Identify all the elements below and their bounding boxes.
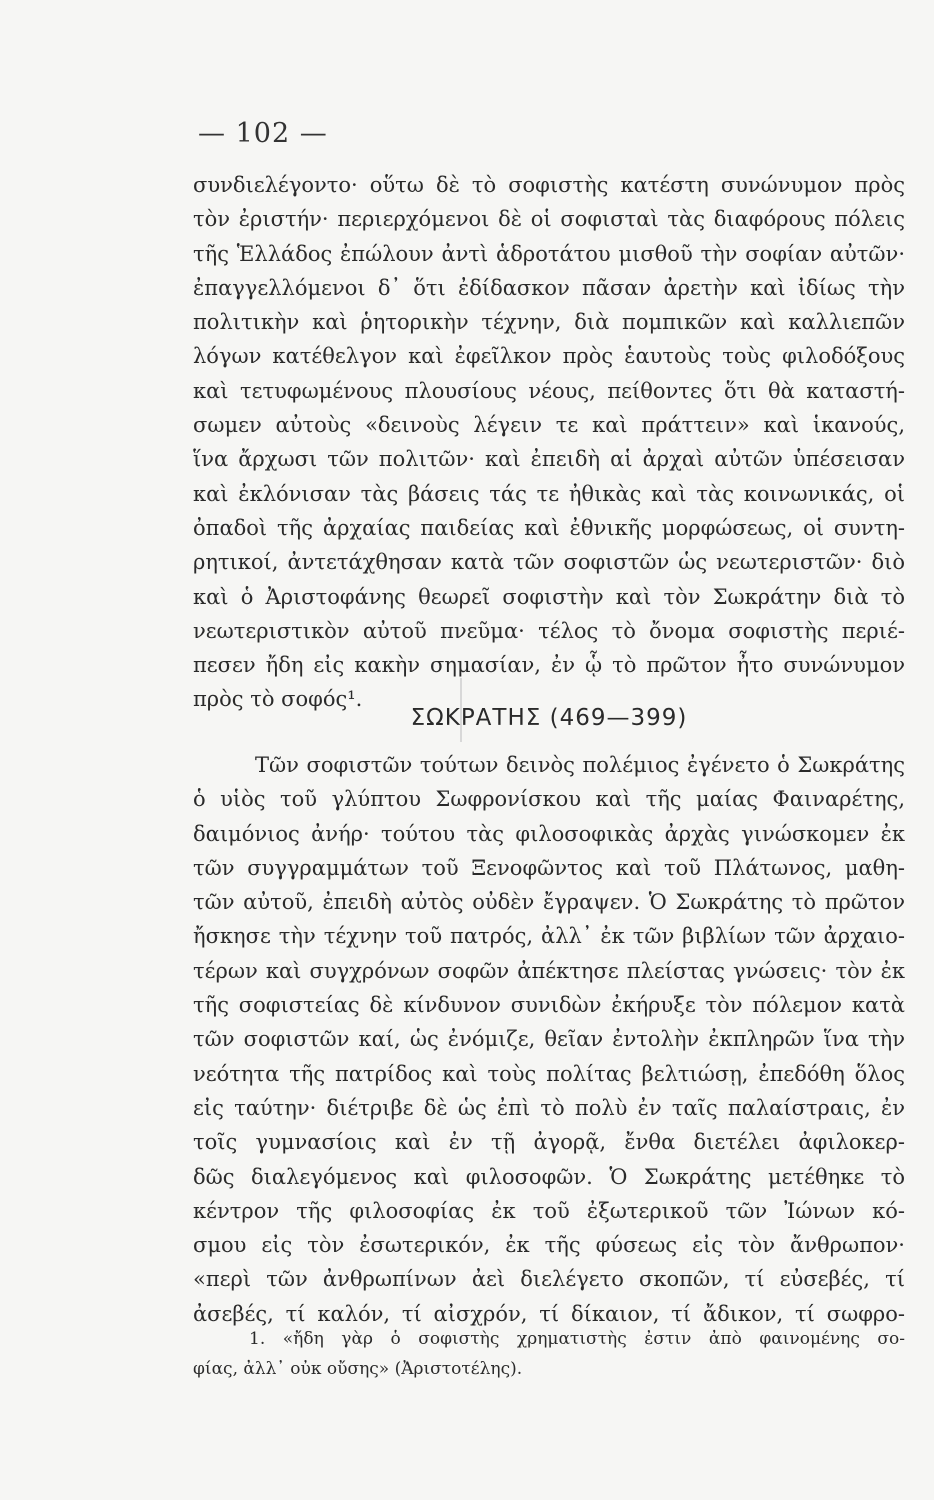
- text-line: τοῖς γυμνασίοις καὶ ἐν τῇ ἀγορᾷ, ἔνθα διετέλει ἀφιλοκερ-: [193, 1130, 905, 1155]
- text-line: καὶ ἐκλόνισαν τὰς βάσεις τάς τε ἠθικὰς καὶ τὰς κοινωνικάς, οἱ: [193, 481, 905, 506]
- text-line: τῆς Ἑλλάδος ἐπώλουν ἀντὶ ἁδροτάτου μισθοῦ τὴν σοφίαν αὐτῶν·: [193, 241, 905, 266]
- text-line: ἤσκησε τὴν τέχνην τοῦ πατρός, ἀλλ᾿ ἐκ τῶν βιβλίων τῶν ἀρχαιο-: [193, 924, 905, 949]
- text-line: σμου εἰς τὸν ἐσωτερικόν, ἐκ τῆς φύσεως εἰς τὸν ἄνθρωπον·: [193, 1233, 905, 1258]
- footnote-line: 1. «ἤδη γὰρ ὁ σοφιστὴς χρηματιστὴς ἐστιν ἀπὸ φαινομένης σο-: [249, 1329, 905, 1349]
- text-line: δῶς διαλεγόμενος καὶ φιλοσοφῶν. Ὁ Σωκράτης μετέθηκε τὸ: [193, 1164, 905, 1189]
- text-line: «περὶ τῶν ἀνθρωπίνων ἀεὶ διελέγετο σκοπῶν, τί εὐσεβές, τί: [193, 1267, 905, 1292]
- footnote-line: φίας, ἀλλ᾿ οὐκ οὔσης» (Ἀριστοτέλης).: [193, 1359, 523, 1379]
- text-line: δαιμόνιος ἀνήρ· τούτου τὰς φιλοσοφικὰς ἀρχὰς γινώσκομεν ἐκ: [193, 821, 905, 846]
- text-line: τὸν ἐριστήν· περιερχόμενοι δὲ οἱ σοφισταὶ τὰς διαφόρους πόλεις: [193, 207, 905, 232]
- text-line: τῶν συγγραμμάτων τοῦ Ξενοφῶντος καὶ τοῦ Πλάτωνος, μαθη-: [193, 855, 905, 880]
- section-heading: ΣΩΚΡΑΤΗΣ (469—399): [410, 705, 688, 731]
- page-number: — 102 —: [198, 118, 328, 149]
- text-line: λόγων κατέθελγον καὶ ἐφεῖλκον πρὸς ἑαυτοὺς τοὺς φιλοδόξους: [193, 344, 905, 369]
- text-line: τῆς σοφιστείας δὲ κίνδυνον συνιδὼν ἐκήρυξε τὸν πόλεμον κατὰ: [193, 993, 905, 1018]
- text-line: πεσεν ἤδη εἰς κακὴν σημασίαν, ἐν ᾧ τὸ πρῶτον ἦτο συνώνυμον: [193, 653, 905, 678]
- footnote: [193, 1324, 905, 1384]
- text-line: τῶν αὐτοῦ, ἐπειδὴ αὐτὸς οὐδὲν ἔγραψεν. Ὁ Σωκράτης τὸ πρῶτον: [193, 890, 905, 915]
- text-line: καὶ ὁ Ἀριστοφάνης θεωρεῖ σοφιστὴν καὶ τὸν Σωκράτην διὰ τὸ: [193, 584, 905, 609]
- text-line: Τῶν σοφιστῶν τούτων δεινὸς πολέμιος ἐγένετο ὁ Σωκράτης: [255, 753, 905, 777]
- text-line: ὀπαδοὶ τῆς ἀρχαίας παιδείας καὶ ἐθνικῆς μορφώσεως, οἱ συντη-: [193, 515, 905, 540]
- text-line: ὁ υἱὸς τοῦ γλύπτου Σωφρονίσκου καὶ τῆς μαίας Φαιναρέτης,: [193, 787, 905, 812]
- text-line: τῶν σοφιστῶν καί, ὡς ἐνόμιζε, θεῖαν ἐντολὴν ἐκπληρῶν ἵνα τὴν: [193, 1027, 905, 1052]
- text-line: ἀσεβές, τί καλόν, τί αἰσχρόν, τί δίκαιον, τί ἄδικον, τί σωφρο-: [193, 1301, 905, 1326]
- text-line: συνδιελέγοντο· οὕτω δὲ τὸ σοφιστὴς κατέστη συνώνυμον πρὸς: [193, 173, 905, 197]
- text-line: ρητικοί, ἀντετάχθησαν κατὰ τῶν σοφιστῶν ὡς νεωτεριστῶν· διὸ: [193, 550, 905, 575]
- text-line: πρὸς τὸ σοφός¹.: [193, 687, 363, 712]
- text-line: πολιτικὴν καὶ ῥητορικὴν τέχνην, διὰ πομπικῶν καὶ καλλιεπῶν: [193, 310, 905, 335]
- text-line: νεότητα τῆς πατρίδος καὶ τοὺς πολίτας βελτιώσῃ, ἐπεδόθη ὅλος: [193, 1061, 905, 1086]
- text-line: ἐπαγγελλόμενοι δ᾿ ὅτι ἐδίδασκον πᾶσαν ἀρετὴν καὶ ἰδίως τὴν: [193, 275, 905, 300]
- text-line: κέντρον τῆς φιλοσοφίας ἐκ τοῦ ἐξωτερικοῦ τῶν Ἰώνων κό-: [193, 1198, 905, 1223]
- text-line: τέρων καὶ συγχρόνων σοφῶν ἀπέκτησε πλείστας γνώσεις· τὸν ἐκ: [193, 958, 905, 983]
- paragraph-2: [193, 748, 905, 1331]
- text-line: νεωτεριστικὸν αὐτοῦ πνεῦμα· τέλος τὸ ὄνομα σοφιστὴς περιέ-: [193, 618, 905, 643]
- text-line: ἵνα ἄρχωσι τῶν πολιτῶν· καὶ ἐπειδὴ αἱ ἀρχαὶ αὐτῶν ὑπέσεισαν: [193, 447, 905, 472]
- paragraph-1: [193, 168, 905, 717]
- text-line: καὶ τετυφωμένους πλουσίους νέους, πείθοντες ὅτι θὰ καταστή-: [193, 378, 905, 403]
- text-line: εἰς ταύτην· διέτριβε δὲ ὡς ἐπὶ τὸ πολὺ ἐν ταῖς παλαίστραις, ἐν: [193, 1095, 905, 1120]
- text-line: σωμεν αὐτοὺς «δεινοὺς λέγειν τε καὶ πράττειν» καὶ ἱκανούς,: [193, 413, 905, 438]
